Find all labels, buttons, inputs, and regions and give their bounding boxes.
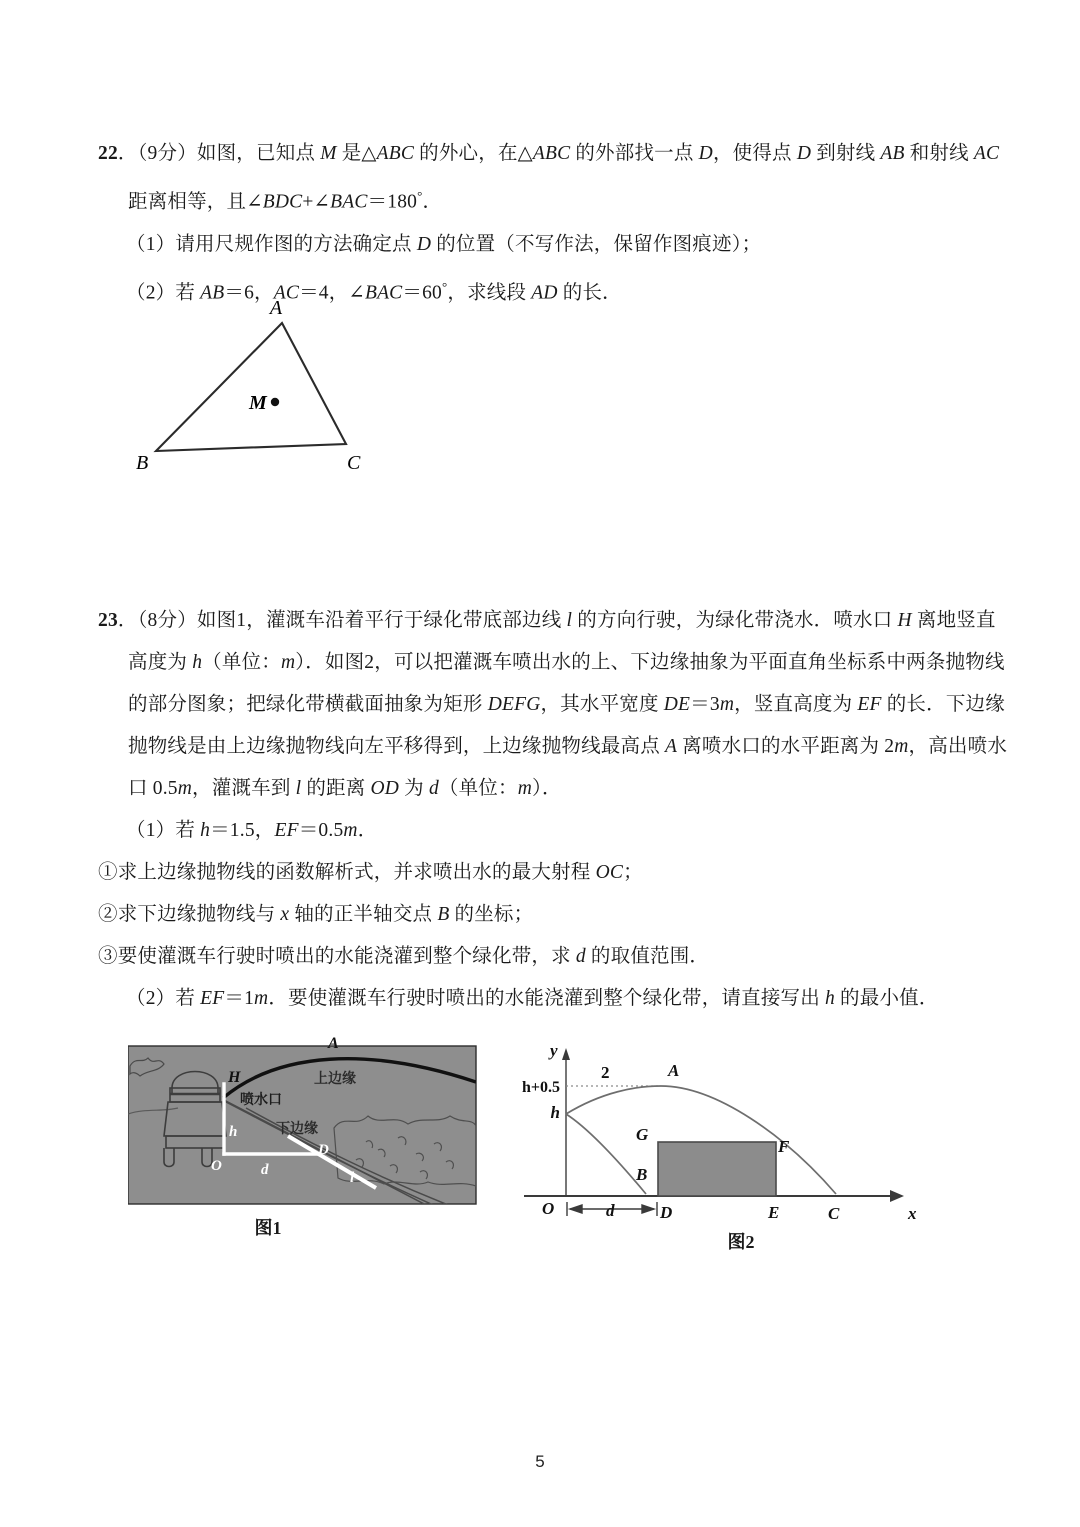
q23-line-5: 口 0.5m，灌溉车到 l 的距离 OD 为 d（单位：m）． — [128, 778, 562, 799]
figure2-annotation-two: 2 — [601, 1063, 610, 1082]
figure1-label-lower-edge: 下边缘 — [276, 1122, 318, 1137]
figure1-caption: 图1 — [254, 1218, 282, 1238]
figure2-y-axis-label: y — [550, 1041, 558, 1060]
figure1-label-a: A — [328, 1036, 339, 1052]
figure2-x-axis-label: x — [908, 1204, 917, 1223]
q22-sub-1: （1）请用尺规作图的方法确定点 D 的位置（不写作法，保留作图痕迹）； — [126, 233, 762, 255]
figures-row — [98, 1036, 998, 1271]
figure-1 — [128, 1036, 488, 1271]
q23-sub-1-2: ②求下边缘抛物线与 x 轴的正半轴交点 B 的坐标； — [98, 904, 534, 925]
triangle-label-c: C — [347, 452, 361, 474]
q23-sub-2: （2）若 EF＝1m．要使灌溉车行驶时喷出的水能浇灌到整个绿化带，请直接写出 h 的最小值． — [126, 988, 939, 1009]
figure2-point-a: A — [668, 1061, 680, 1080]
figure1-label-o: O — [211, 1158, 222, 1174]
q23-line-4: 抛物线是由上边缘抛物线向左平移得到，上边缘抛物线最高点 A 离喷水口的水平距离为 2m，高出喷水 — [128, 736, 1008, 757]
figure1-label-h: h — [229, 1124, 238, 1140]
figure1-label-d-dist: d — [261, 1162, 269, 1178]
q22-line-2: 距离相等，且∠BDC+∠BAC＝180°． — [128, 188, 443, 213]
figure2-point-g: G — [636, 1125, 649, 1144]
figure2-rect-defg — [658, 1142, 776, 1196]
q23-sub-1-1: ①求上边缘抛物线的函数解析式，并求喷出水的最大射程 OC； — [98, 862, 643, 883]
figure-triangle-abc — [118, 296, 388, 476]
figure1-label-d-point: D — [318, 1142, 329, 1158]
figure2-annotation-d: d — [606, 1201, 615, 1220]
figure1-label-upper-edge: 上边缘 — [314, 1072, 356, 1087]
figure1-label-nozzle: 喷水口 — [240, 1093, 282, 1108]
figure2-point-d: D — [660, 1203, 673, 1222]
figure2-x-axis-arrow — [890, 1190, 904, 1202]
triangle-label-a: A — [269, 297, 283, 319]
figure-2 — [506, 1036, 936, 1271]
q23-line-1: 23．（8分）如图1，灌溉车沿着平行于绿化带底部边线 l 的方向行驶，为绿化带浇水．喷水口 H 离地竖直 — [98, 610, 996, 631]
page-number: 5 — [535, 1452, 545, 1471]
question-22 — [98, 133, 998, 314]
q23-sub-1-3: ③要使灌溉车行驶时喷出的水能浇灌到整个绿化带，求 d 的取值范围． — [98, 946, 710, 967]
figure2-origin-label: O — [542, 1199, 555, 1218]
figure2-point-e: E — [768, 1203, 780, 1222]
triangle-label-m: M — [249, 392, 267, 414]
figure2-point-b: B — [636, 1165, 648, 1184]
triangle-abc-outline — [156, 323, 346, 451]
figure1-label-h-point: H — [228, 1069, 241, 1086]
question-23 — [98, 600, 1008, 1020]
figure2-tick-h: h — [550, 1103, 560, 1122]
figure1-label-l: l — [350, 1170, 355, 1186]
triangle-label-b: B — [136, 452, 149, 474]
q23-line-3: 的部分图象；把绿化带横截面抽象为矩形 DEFG，其水平宽度 DE＝3m，竖直高度为 EF 的长．下边缘 — [128, 694, 1005, 715]
figure2-point-c: C — [828, 1204, 840, 1223]
figure2-tick-h-plus: h+0.5 — [521, 1079, 560, 1096]
q22-line-1: 22．（9分）如图，已知点 M 是△ABC 的外心，在△ABC 的外部找一点 D，使得点 D 到射线 AB 和射线 AC — [98, 143, 1000, 164]
figure2-lower-parabola — [566, 1114, 646, 1194]
figure2-caption: 图2 — [727, 1232, 755, 1252]
figure2-point-f: F — [778, 1137, 790, 1156]
circumcenter-point-m — [271, 398, 279, 406]
q23-line-2: 高度为 h（单位：m）．如图2，可以把灌溉车喷出水的上、下边缘抽象为平面直角坐标系中两条抛物线 — [128, 652, 1005, 673]
q23-sub-1: （1）若 h＝1.5，EF＝0.5m． — [126, 820, 378, 841]
q22-sub-2: （2）若 AB＝6，AC＝4，∠BAC＝60°，求线段 AD 的长． — [126, 278, 622, 303]
figure2-y-axis-arrow — [562, 1048, 570, 1060]
